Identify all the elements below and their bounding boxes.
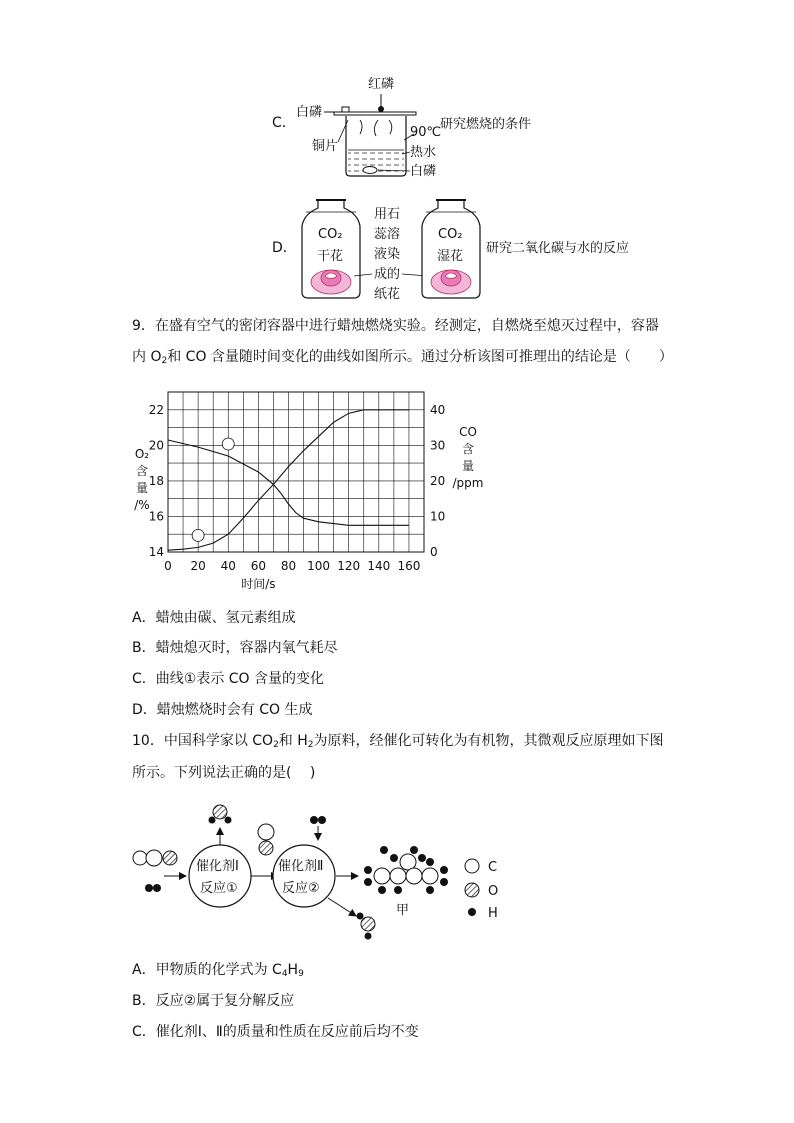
svg-text:液染: 液染 bbox=[374, 247, 401, 262]
svg-text:蕊溶: 蕊溶 bbox=[374, 227, 401, 242]
y-left-tick-label: 20 bbox=[148, 438, 164, 453]
white-phosphorus-bottom-label: 白磷 bbox=[410, 164, 437, 179]
red-phosphorus-dot bbox=[378, 106, 384, 112]
copper-sheet bbox=[334, 112, 416, 115]
copper-sheet-label: 铜片 bbox=[312, 139, 339, 154]
o2-co-line-chart bbox=[128, 380, 508, 594]
y-left-axis-label: 含 bbox=[135, 464, 149, 478]
svg-text:纸花: 纸花 bbox=[374, 287, 401, 302]
hydrogen-atom-icon bbox=[468, 908, 476, 916]
q9-stem-line2: 内 $O_2$和 CO 含量随时间变化的曲线如图所示。通过分析该图可推理出的结论是（ ） bbox=[132, 349, 673, 366]
product-label: 甲 bbox=[396, 903, 410, 918]
q10-option-c: C．催化剂Ⅰ、Ⅱ的质量和性质在反应前后均不变 bbox=[132, 1024, 419, 1040]
x-tick-label: 20 bbox=[190, 559, 206, 573]
y-right-axis-label: /ppm bbox=[452, 476, 484, 490]
reaction-1-label: 反应① bbox=[200, 881, 238, 896]
q10-option-b: B．反应②属于复分解反应 bbox=[132, 993, 295, 1009]
y-right-axis-label: 含 bbox=[461, 442, 475, 456]
x-tick-label: 120 bbox=[337, 559, 361, 573]
catalyst-2-circle bbox=[273, 845, 335, 907]
y-right-axis-label: 量 bbox=[461, 459, 475, 473]
temperature-label: 90℃ bbox=[410, 125, 442, 140]
x-tick-label: 160 bbox=[397, 559, 421, 573]
right-gas-label: CO₂ bbox=[438, 227, 463, 242]
reaction-2-label: 反应② bbox=[282, 881, 320, 896]
q9-stem-line1: 9．在盛有空气的密闭容器中进行蜡烛燃烧实验。经测定，自燃烧至熄灭过程中，容器 bbox=[132, 318, 659, 334]
x-tick-label: 80 bbox=[280, 559, 297, 573]
y-right-tick-label: 0 bbox=[430, 545, 438, 559]
white-phosphorus-top-label: 白磷 bbox=[296, 105, 323, 120]
catalyst-2-label: 催化剂Ⅱ bbox=[278, 859, 324, 874]
plot-frame bbox=[168, 392, 424, 552]
figure-c-purpose: 研究燃烧的条件 bbox=[440, 117, 532, 132]
x-tick-label: 40 bbox=[220, 559, 236, 573]
catalyst-1-label: 催化剂Ⅰ bbox=[196, 859, 239, 874]
red-phosphorus-label: 红磷 bbox=[368, 77, 395, 92]
series-marker-2 bbox=[192, 529, 204, 541]
q9-option-a: A．蜡烛由碳、氢元素组成 bbox=[132, 610, 296, 626]
left-gas-label: CO₂ bbox=[318, 227, 343, 242]
right-flower-label: 湿花 bbox=[437, 249, 464, 264]
carbon-atom-icon bbox=[465, 859, 479, 873]
y-left-axis-label: /% bbox=[134, 498, 150, 512]
q10-option-a: A．甲物质的化学式为 $C_4H_9$ bbox=[132, 962, 304, 979]
legend-hydrogen: H bbox=[488, 906, 498, 921]
co-molecule bbox=[258, 824, 274, 855]
white-phosphorus-bottom bbox=[363, 167, 377, 174]
y-right-tick-label: 20 bbox=[430, 473, 446, 488]
x-tick-label: 100 bbox=[307, 559, 331, 573]
q10-stem-line2: 所示。下列说法正确的是( ) bbox=[132, 765, 316, 781]
product-molecule bbox=[364, 846, 448, 894]
q10-stem-line1: 10．中国科学家以 $CO_2$和 $H_2$为原料，经催化可转化为有机物，其微观反应原理如下图 bbox=[132, 733, 664, 750]
y-right-tick-label: 30 bbox=[430, 438, 446, 453]
y-right-tick-label: 10 bbox=[430, 509, 446, 524]
option-d-label: D． bbox=[272, 240, 297, 256]
y-left-axis-label: O₂ bbox=[134, 447, 150, 461]
left-flower-label: 干花 bbox=[317, 249, 344, 264]
svg-text:用石: 用石 bbox=[374, 207, 401, 222]
x-tick-label: 140 bbox=[367, 559, 391, 573]
co2-flower-figure bbox=[298, 196, 658, 302]
hot-water-label: 热水 bbox=[410, 145, 437, 160]
y-left-tick-label: 18 bbox=[148, 473, 164, 488]
catalyst-1-circle bbox=[189, 845, 251, 907]
y-left-tick-label: 14 bbox=[148, 545, 164, 559]
reaction-mechanism-diagram bbox=[132, 800, 512, 950]
q9-option-d: D．蜡烛燃烧时会有 CO 生成 bbox=[132, 702, 313, 718]
flower-description bbox=[374, 207, 400, 302]
legend-carbon: C bbox=[488, 860, 498, 875]
byproduct-water-2 bbox=[357, 913, 376, 940]
byproduct-water-1 bbox=[209, 805, 232, 824]
y-right-axis-label: CO bbox=[459, 425, 477, 439]
h2-molecule-2 bbox=[310, 816, 326, 824]
option-c-label: C． bbox=[272, 115, 296, 131]
y-right-tick-label: 40 bbox=[430, 402, 446, 417]
white-phosphorus-top bbox=[342, 107, 349, 112]
svg-text:成的: 成的 bbox=[374, 267, 401, 282]
y-left-tick-label: 16 bbox=[148, 509, 164, 524]
h2-molecule bbox=[145, 884, 161, 892]
legend-oxygen: O bbox=[488, 884, 499, 899]
q9-option-c: C．曲线①表示 CO 含量的变化 bbox=[132, 671, 325, 687]
right-flower-icon bbox=[431, 270, 471, 294]
atom-legend bbox=[465, 859, 498, 921]
y-left-axis-label: 量 bbox=[135, 481, 149, 495]
series-marker-1 bbox=[222, 438, 234, 450]
co2-molecule bbox=[133, 850, 177, 866]
q9-option-b: B．蜡烛熄灭时，容器内氧气耗尽 bbox=[132, 640, 338, 656]
left-flower-icon bbox=[311, 270, 351, 294]
figure-d-purpose: 研究二氧化碳与水的反应 bbox=[486, 241, 630, 256]
x-tick-label: 0 bbox=[164, 559, 172, 573]
y-left-tick-label: 22 bbox=[148, 402, 164, 417]
x-axis-label: 时间/s bbox=[241, 577, 276, 591]
combustion-apparatus-figure bbox=[290, 72, 550, 182]
oxygen-atom-icon bbox=[465, 883, 479, 897]
x-tick-label: 60 bbox=[250, 559, 266, 573]
